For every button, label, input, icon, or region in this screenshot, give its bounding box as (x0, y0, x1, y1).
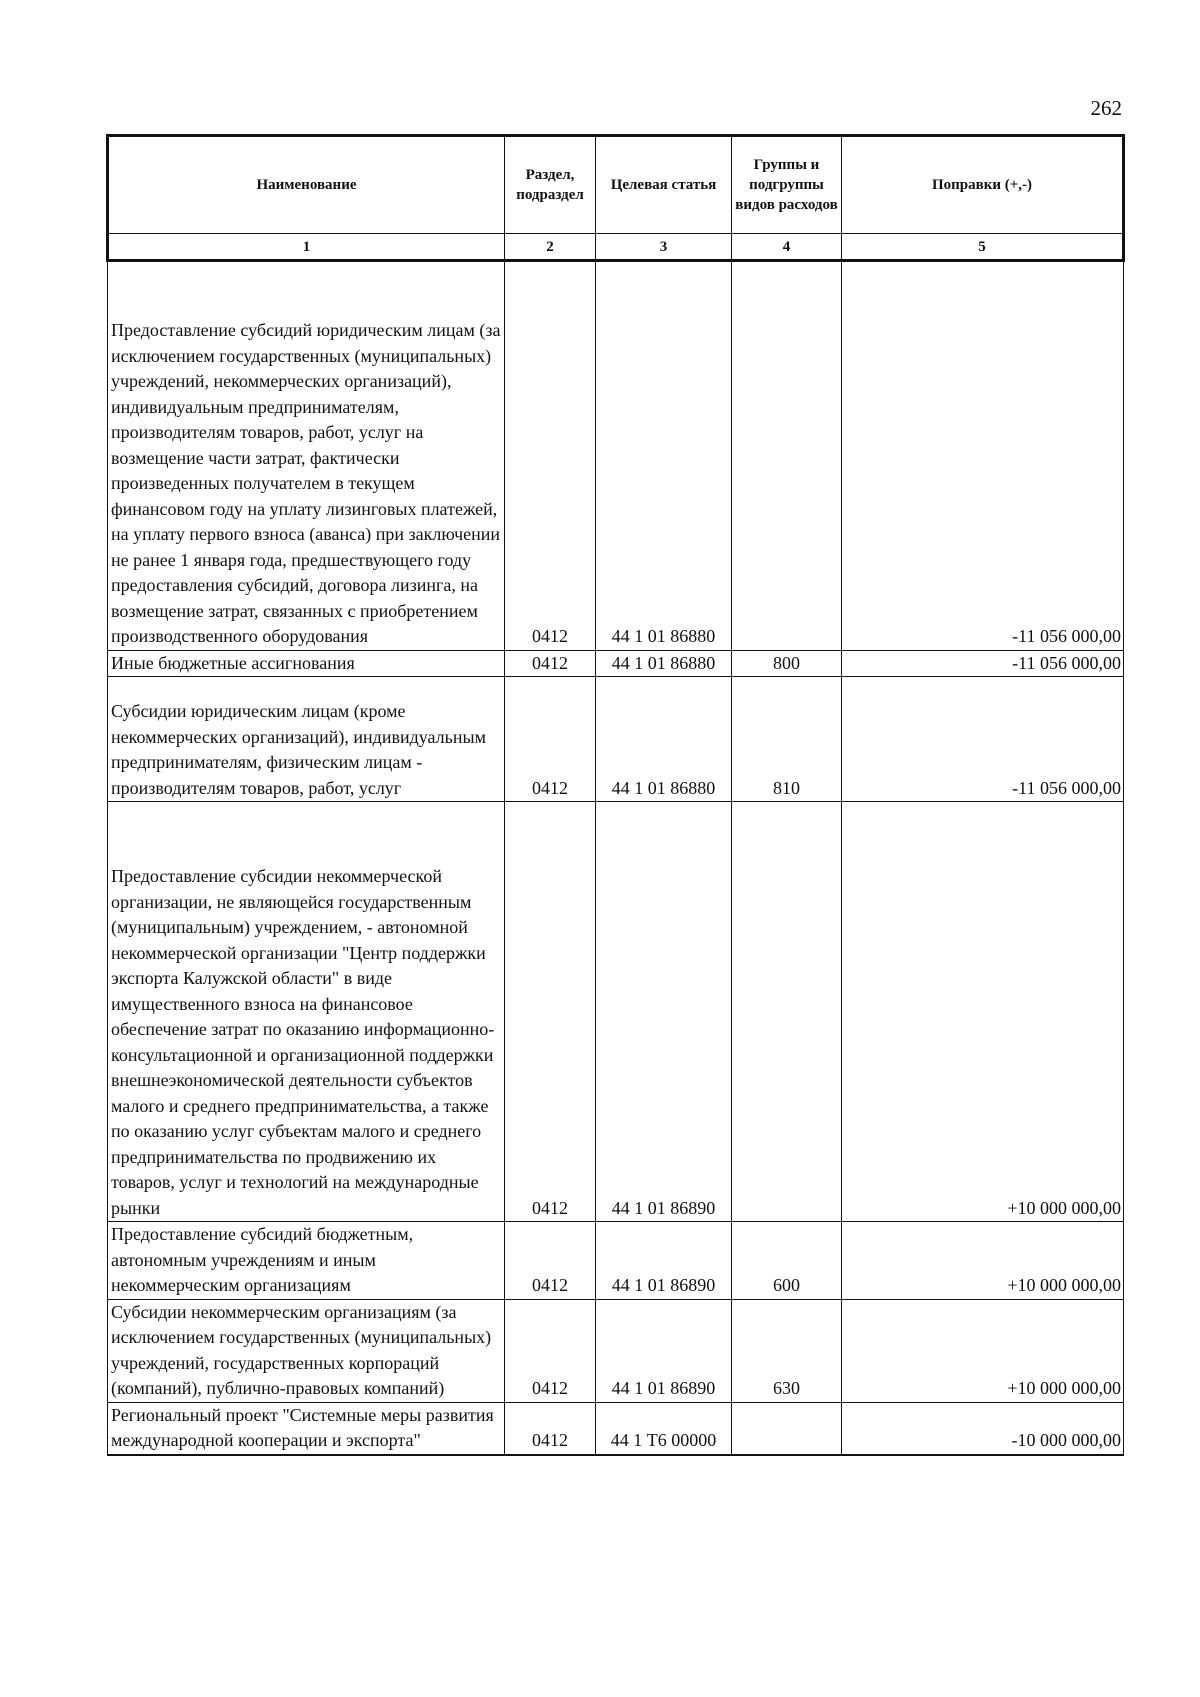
header-name: Наименование (108, 136, 505, 234)
table-row (108, 261, 1124, 651)
row-section: 0412 (505, 802, 596, 1222)
budget-amendments-table (106, 134, 1125, 1456)
row-amount: -11 056 000,00 (842, 650, 1124, 677)
row-target-article: 44 1 01 86880 (596, 261, 732, 651)
row-expense-group: 800 (732, 650, 842, 677)
row-target-article: 44 1 01 86890 (596, 1222, 732, 1300)
row-expense-group: 630 (732, 1299, 842, 1402)
table-row (108, 650, 1124, 677)
header-target-article: Целевая статья (596, 136, 732, 234)
column-number: 3 (596, 234, 732, 261)
row-name: Региональный проект "Системные меры развития международной кооперации и экспорта" (108, 1402, 505, 1455)
row-name: Субсидии некоммерческим организациям (за исключением государственных (муниципальных) учреждений, государственных корпораций (компаний), публично-правовых компаний) (108, 1299, 505, 1402)
row-expense-group (732, 261, 842, 651)
row-section: 0412 (505, 677, 596, 802)
row-expense-group (732, 802, 842, 1222)
row-section: 0412 (505, 650, 596, 677)
row-section: 0412 (505, 1402, 596, 1455)
header-expense-groups: Группы и подгруппы видов расходов (732, 136, 842, 234)
row-name: Предоставление субсидий юридическим лицам (за исключением государственных (муниципальных) учреждений, некоммерческих организаций), индивидуальным предпринимателям, производителям товаров, работ, услуг на возмещение части затрат, фактически произведенных получателем в текущем финансовом году на уплату лизинговых платежей, на уплату первого взноса (аванса) при заключении не ранее 1 января года, предшествующего году предоставления субсидий, договора лизинга, на возмещение затрат, связанных с приобретением производственного оборудования (108, 261, 505, 651)
table-row (108, 1299, 1124, 1402)
column-number: 2 (505, 234, 596, 261)
column-number: 4 (732, 234, 842, 261)
table-row (108, 1402, 1124, 1455)
table-row (108, 677, 1124, 802)
row-name: Иные бюджетные ассигнования (108, 650, 505, 677)
row-target-article: 44 1 01 86890 (596, 802, 732, 1222)
row-target-article: 44 1 Т6 00000 (596, 1402, 732, 1455)
row-amount: +10 000 000,00 (842, 802, 1124, 1222)
row-name: Субсидии юридическим лицам (кроме некоммерческих организаций), индивидуальным предпринимателям, физическим лицам - производителям товаров, работ, услуг (108, 677, 505, 802)
table-row (108, 802, 1124, 1222)
row-amount: -10 000 000,00 (842, 1402, 1124, 1455)
page-number: 262 (1090, 96, 1122, 120)
row-expense-group: 810 (732, 677, 842, 802)
table-header-row (108, 136, 1124, 234)
row-target-article: 44 1 01 86890 (596, 1299, 732, 1402)
row-name: Предоставление субсидий бюджетным, автономным учреждениям и иным некоммерческим организациям (108, 1222, 505, 1300)
row-amount: +10 000 000,00 (842, 1222, 1124, 1300)
row-amount: -11 056 000,00 (842, 677, 1124, 802)
row-section: 0412 (505, 261, 596, 651)
header-amendments: Поправки (+,-) (842, 136, 1124, 234)
row-expense-group (732, 1402, 842, 1455)
row-section: 0412 (505, 1222, 596, 1300)
row-section: 0412 (505, 1299, 596, 1402)
header-section: Раздел, подраздел (505, 136, 596, 234)
row-expense-group: 600 (732, 1222, 842, 1300)
table-row (108, 1222, 1124, 1300)
column-number: 5 (842, 234, 1124, 261)
row-amount: +10 000 000,00 (842, 1299, 1124, 1402)
column-numbers-row (108, 234, 1124, 261)
row-name: Предоставление субсидии некоммерческой организации, не являющейся государственным (муниципальным) учреждением, - автономной некоммерческой организации "Центр поддержки экспорта Калужской области" в виде имущественного взноса на финансовое обеспечение затрат по оказанию информационно-консультационной и организационной поддержки внешнеэкономической деятельности субъектов малого и среднего предпринимательства, а также по оказанию услуг субъектам малого и среднего предпринимательства по продвижению их товаров, услуг и технологий на международные рынки (108, 802, 505, 1222)
row-amount: -11 056 000,00 (842, 261, 1124, 651)
column-number: 1 (108, 234, 505, 261)
row-target-article: 44 1 01 86880 (596, 650, 732, 677)
row-target-article: 44 1 01 86880 (596, 677, 732, 802)
